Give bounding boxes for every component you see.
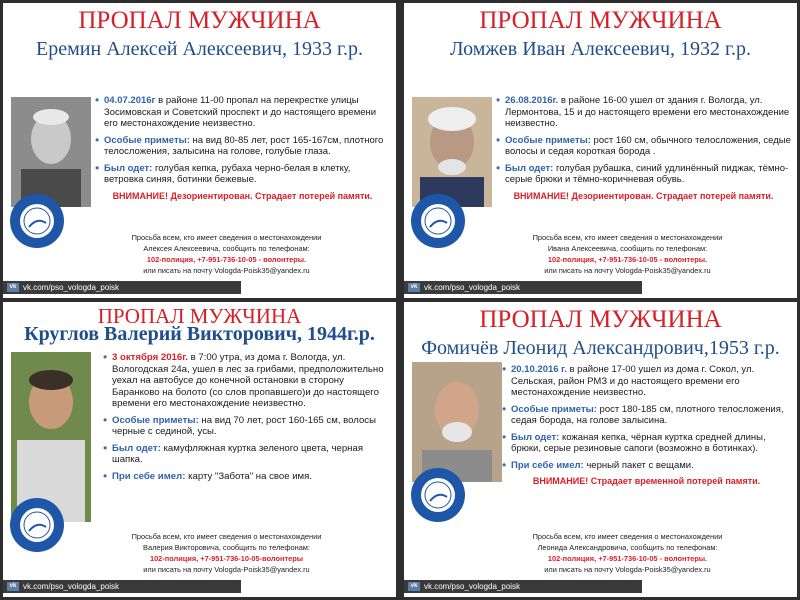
- vk-link[interactable]: vk.com/pso_vologda_poisk: [23, 283, 120, 292]
- vk-footer[interactable]: [3, 580, 241, 593]
- circumstances-text: в районе 16-00 ушел от здания г. Вологда, ул. Лермонтова, 15 и до настоящего времени его местонахождение неизвестно.: [505, 95, 790, 129]
- contact-email: или писать на почту Vologda-Poisk35@yandex.ru: [143, 565, 310, 574]
- contact-line-1: Просьба всем, кто имеет сведения о местонахождении: [131, 532, 322, 541]
- contact-phones: 102-полиция, +7-951-736-10-05 - волонтеры.: [547, 255, 708, 264]
- search-rescue-logo-icon: [9, 497, 65, 553]
- contact-email: или писать на почту Vologda-Poisk35@yandex.ru: [544, 266, 711, 275]
- contact-email: или писать на почту Vologda-Poisk35@yandex.ru: [544, 565, 711, 574]
- missing-person-name: Круглов Валерий Викторович, 1944г.р.: [24, 323, 375, 345]
- poster-body: [103, 352, 390, 487]
- contact-block: [63, 232, 390, 276]
- contact-block: [464, 531, 791, 575]
- contact-line-2: Валерия Викторовича, сообщить по телефонам:: [143, 543, 310, 552]
- warning-text: ВНИМАНИЕ! Дезориентирован. Страдает потерей памяти.: [112, 190, 373, 201]
- poster-body: [502, 364, 791, 488]
- poster-headline: ПРОПАЛ МУЖЧИНА: [479, 306, 722, 333]
- signs-item: [496, 135, 791, 158]
- items-item: [103, 471, 390, 483]
- missing-person-name: Еремин Алексей Алексеевич, 1933 г.р.: [36, 38, 363, 60]
- poster-body: [95, 95, 390, 202]
- signs-label: Особые приметы:: [112, 414, 199, 426]
- contact-block: [464, 232, 791, 276]
- missing-person-photo: [11, 97, 91, 207]
- vk-footer[interactable]: [3, 281, 241, 294]
- search-rescue-logo-icon: [410, 467, 466, 523]
- clothes-text: камуфляжная куртка зеленого цвета, черная шапка.: [112, 442, 364, 465]
- signs-label: Особые приметы:: [505, 134, 591, 146]
- signs-text: рост 180-185 см, плотного телосложения, седая борода, на голове залысина.: [511, 403, 784, 426]
- contact-line-1: Просьба всем, кто имеет сведения о местонахождении: [131, 233, 322, 242]
- clothes-label: Был одет:: [104, 162, 153, 174]
- contact-line-2: Алексея Алексеевича, сообщить по телефонам:: [143, 244, 310, 253]
- missing-poster-lomzhev: [404, 3, 797, 298]
- contact-line-1: Просьба всем, кто имеет сведения о местонахождении: [532, 532, 723, 541]
- clothes-label: Был одет:: [511, 431, 560, 443]
- circumstances-text: в районе 11-00 пропал на перекрестке улицы Зосимовская и Советский проспект и до настоящего времени его местонахождение неизвестно.: [104, 95, 377, 129]
- clothes-text: голубая кепка, рубаха черно-белая в клетку, ветровка синяя, ботинки бежевые.: [104, 162, 351, 185]
- signs-text: на вид 80-85 лет, рост 165-167см, плотного телосложения, залысина на голове, голубые глаза.: [104, 134, 384, 157]
- clothes-item: [502, 432, 791, 455]
- vk-icon: vk: [408, 283, 420, 292]
- date-label: 20.10.2016 г.: [511, 364, 567, 375]
- clothes-text: кожаная кепка, чёрная куртка средней длины, брюки, серые резиновые сапоги (возможно в ботинках).: [511, 431, 766, 454]
- date-label: 3 октября 2016г.: [112, 352, 188, 363]
- circumstances-item: [95, 95, 390, 130]
- vk-icon: vk: [7, 283, 19, 292]
- items-text: черный пакет с вещами.: [583, 459, 694, 471]
- vk-link[interactable]: vk.com/pso_vologda_poisk: [23, 582, 120, 591]
- missing-person-name: Фомичёв Леонид Александрович,1953 г.р.: [421, 337, 780, 359]
- contact-phones: 102-полиция, +7-951-736-10-05-волонтеры: [149, 554, 304, 563]
- missing-poster-kruglov: [3, 302, 396, 597]
- items-item: [502, 460, 791, 472]
- signs-label: Особые приметы:: [104, 134, 190, 146]
- vk-footer[interactable]: [404, 281, 642, 294]
- clothes-label: Был одет:: [112, 442, 161, 454]
- contact-line-2: Ивана Алексеевича, сообщить по телефонам:: [547, 244, 708, 253]
- missing-person-photo: [412, 362, 502, 482]
- vk-link[interactable]: vk.com/pso_vologda_poisk: [424, 582, 521, 591]
- contact-block: [63, 531, 390, 575]
- circumstances-text: в 7:00 утра, из дома г. Вологда, ул. Вологодская 24а, ушел в лес за грибами, предположительно уехал на автобусе до конечной остановки в сторону Баранково на болото (со слов пропавшего)и до настоящего времени его местонахождение неизвестно.: [112, 352, 384, 409]
- date-label: 04.07.2016г: [104, 95, 156, 106]
- poster-headline: ПРОПАЛ МУЖЧИНА: [78, 7, 321, 34]
- contact-phones: 102-полиция, +7-951-736-10-05 - волонтеры.: [547, 554, 708, 563]
- missing-person-name: Ломжев Иван Алексеевич, 1932 г.р.: [450, 38, 751, 60]
- vk-link[interactable]: vk.com/pso_vologda_poisk: [424, 283, 521, 292]
- contact-email: или писать на почту Vologda-Poisk35@yandex.ru: [143, 266, 310, 275]
- signs-item: [502, 404, 791, 427]
- poster-headline: ПРОПАЛ МУЖЧИНА: [479, 7, 722, 34]
- signs-text: на вид 70 лет, рост 160-165 см, волосы черные с сединой, усы.: [112, 414, 377, 437]
- missing-poster-eremin: [3, 3, 396, 298]
- vk-footer[interactable]: [404, 580, 642, 593]
- search-rescue-logo-icon: [410, 193, 466, 249]
- signs-label: Особые приметы:: [511, 403, 597, 415]
- clothes-item: [496, 163, 791, 186]
- clothes-label: Был одет:: [505, 162, 554, 174]
- poster-headline: ПРОПАЛ МУЖЧИНА: [97, 304, 302, 328]
- missing-person-photo: [412, 97, 492, 207]
- contact-line-2: Леонида Александровича, сообщить по телефонам:: [537, 543, 718, 552]
- items-label: При себе имел:: [112, 470, 186, 482]
- date-label: 26.08.2016г.: [505, 95, 559, 106]
- contact-phones: 102-полиция, +7-951-736-10-05 - волонтеры.: [146, 255, 307, 264]
- signs-item: [95, 135, 390, 158]
- clothes-item: [95, 163, 390, 186]
- signs-item: [103, 415, 390, 438]
- vk-icon: vk: [7, 582, 19, 591]
- vk-icon: vk: [408, 582, 420, 591]
- clothes-text: голубая рубашка, синий удлинённый пиджак, тёмно-серые брюки и тёмно-коричневая обувь.: [505, 162, 789, 185]
- circumstances-text: в районе 17-00 ушел из дома г. Сокол, ул. Сельская, район РМЗ и до настоящего времени его местонахождение неизвестно.: [511, 364, 755, 398]
- poster-body: [496, 95, 791, 202]
- signs-text: рост 160 см, обычного телосложения, седые волосы и седая короткая борода .: [505, 134, 791, 157]
- circumstances-item: [496, 95, 791, 130]
- warning-text: ВНИМАНИЕ! Дезориентирован. Страдает потерей памяти.: [513, 190, 774, 201]
- items-text: карту "Забота" на свое имя.: [185, 470, 313, 482]
- search-rescue-logo-icon: [9, 193, 65, 249]
- circumstances-item: [502, 364, 791, 399]
- items-label: При себе имел:: [511, 459, 584, 471]
- warning-text: ВНИМАНИЕ! Страдает временной потерей памяти.: [532, 476, 761, 486]
- clothes-item: [103, 443, 390, 466]
- circumstances-item: [103, 352, 390, 410]
- missing-poster-fomichev: [404, 302, 797, 597]
- contact-line-1: Просьба всем, кто имеет сведения о местонахождении: [532, 233, 723, 242]
